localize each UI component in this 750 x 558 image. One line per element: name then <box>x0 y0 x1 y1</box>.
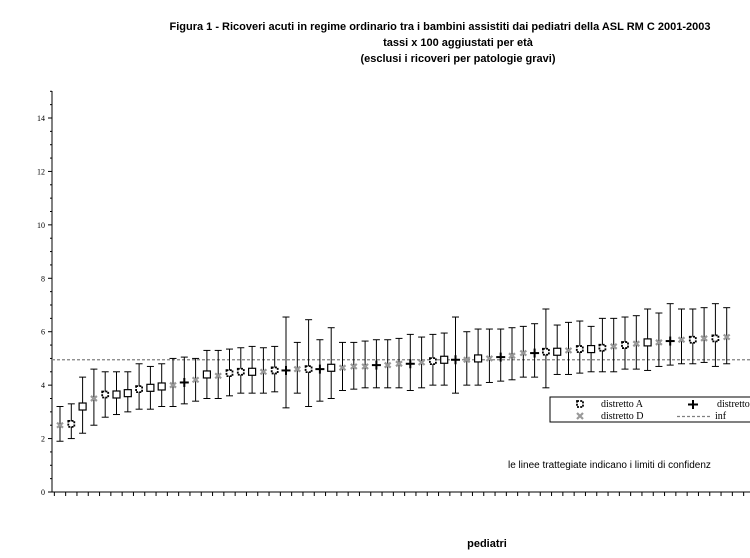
legend-label-distretto: distretto <box>717 399 750 410</box>
marker-distretto-a <box>238 369 244 375</box>
chart-title-line-2: tassi x 100 aggiustati per età <box>383 37 533 49</box>
marker-open-square <box>79 403 86 410</box>
y-tick-label: 10 <box>37 220 45 230</box>
y-tick-label: 2 <box>41 434 45 444</box>
marker-open-square <box>203 371 210 378</box>
marker-distretto <box>282 366 291 375</box>
marker-distretto <box>406 359 415 368</box>
y-tick-label: 8 <box>41 274 45 284</box>
chart-title <box>170 21 711 65</box>
marker-open-square <box>554 348 561 355</box>
marker-distretto-a <box>690 337 696 343</box>
legend-marker-distretto-a <box>577 401 583 407</box>
marker-open-square <box>441 356 448 363</box>
legend-label-distretto-d: distretto D <box>601 411 644 422</box>
y-tick-label: 14 <box>37 114 45 123</box>
marker-distretto-a <box>577 346 583 352</box>
legend-label-inf: inf <box>715 411 727 422</box>
confidence-note: le linee trattegiate indicano i limiti di confidenz <box>508 460 711 471</box>
marker-distretto-a <box>306 366 312 372</box>
error-bar <box>305 320 312 407</box>
marker-distretto <box>530 349 539 358</box>
chart-title-line-1: Figura 1 - Ricoveri acuti in regime ordinario tra i bambini assistiti dai pediatri della ASL RM C 2001-2003 <box>169 21 711 33</box>
y-tick-label: 0 <box>41 488 45 497</box>
marker-distretto-a <box>227 370 233 376</box>
marker-distretto-a <box>68 421 74 427</box>
marker-distretto <box>372 361 381 370</box>
error-bar <box>701 308 708 363</box>
error-bar <box>328 328 335 399</box>
error-bar <box>667 304 674 365</box>
marker-open-square <box>147 384 154 391</box>
y-tick-label: 6 <box>41 327 45 337</box>
marker-distretto <box>180 378 189 387</box>
chart-title-line-3: (esclusi i ricoveri per patologie gravi) <box>360 53 556 65</box>
marker-distretto-a <box>430 358 436 364</box>
marker-open-square <box>328 364 335 371</box>
marker-open-square <box>124 390 131 397</box>
marker-open-square <box>644 339 651 346</box>
error-bar <box>452 317 459 393</box>
marker-distretto-a <box>712 335 718 341</box>
marker-open-square <box>113 391 120 398</box>
marker-open-square <box>475 355 482 362</box>
x-axis-label: pediatri <box>467 538 507 550</box>
legend <box>550 397 750 422</box>
y-tick-label: 12 <box>37 167 45 177</box>
x-axis <box>52 492 750 496</box>
y-axis <box>37 91 52 497</box>
legend-label-distretto-a: distretto A <box>601 399 643 410</box>
marker-distretto-a <box>543 349 549 355</box>
marker-distretto-a <box>272 367 278 373</box>
marker-distretto-a <box>622 342 628 348</box>
marker-distretto-a <box>136 386 142 392</box>
marker-distretto <box>451 355 460 364</box>
y-tick-label: 4 <box>41 381 45 391</box>
error-bar <box>678 309 685 364</box>
error-bar <box>283 317 290 408</box>
marker-open-square <box>158 383 165 390</box>
marker-distretto <box>315 365 324 374</box>
marker-distretto-a <box>599 345 605 351</box>
marker-open-square <box>588 346 595 353</box>
marker-open-square <box>249 368 256 375</box>
marker-distretto <box>666 337 675 346</box>
marker-distretto-a <box>102 391 108 397</box>
